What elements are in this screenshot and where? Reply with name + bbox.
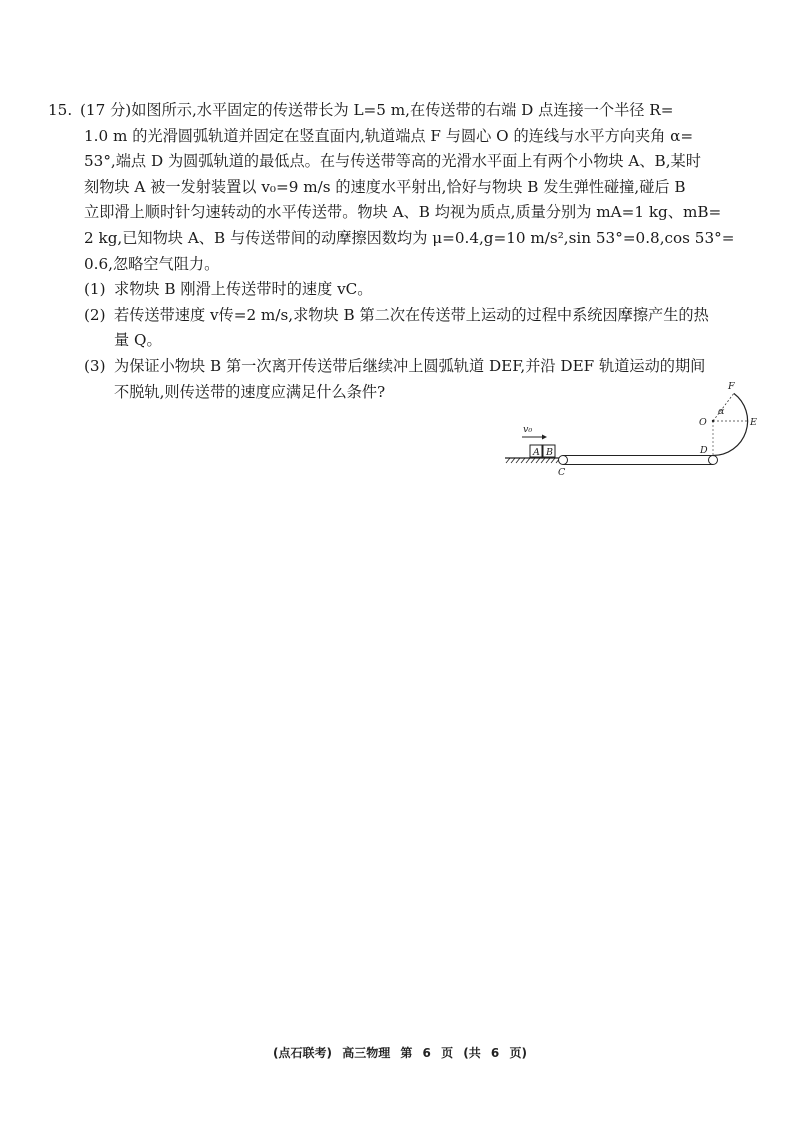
problem-line-3: 53°,端点 D 为圆弧轨道的最低点。在与传送带等高的光滑水平面上有两个小物块 A、B,某时 (84, 152, 701, 171)
part-1-line-1: 求物块 B 刚滑上传送带时的速度 vC。 (114, 280, 373, 299)
arc-track (713, 393, 748, 455)
label-e: E (750, 417, 757, 428)
label-c: C (558, 467, 566, 478)
label-v0: v₀ (523, 424, 533, 435)
part-2-line-1: 若传送带速度 v传=2 m/s,求物块 B 第二次在传送带上运动的过程中系统因摩擦产生的热 (114, 305, 709, 324)
left-roller (559, 456, 568, 465)
problem-number: 15. (48, 101, 73, 119)
question-part-1 (48, 277, 760, 303)
problem-line-4: 刻物块 A 被一发射装置以 v₀=9 m/s 的速度水平射出,恰好与物块 B 发生弹性碰撞,碰后 B (84, 177, 686, 196)
center-o-dot (712, 420, 714, 422)
label-o: O (699, 417, 707, 428)
label-d: D (700, 445, 708, 456)
part-tag-2: (2) (84, 305, 106, 324)
label-alpha: α (718, 406, 725, 417)
question-part-2 (48, 303, 760, 354)
part-tag-1: (1) (84, 280, 106, 299)
problem-15 (48, 98, 760, 405)
problem-line-5: 立即滑上顺时针匀速转动的水平传送带。物块 A、B 均视为质点,质量分别为 mA=1 kg、mB= (84, 203, 722, 222)
part-tag-3: (3) (84, 356, 106, 375)
velocity-arrowhead-icon (542, 435, 547, 440)
problem-line-2: 1.0 m 的光滑圆弧轨道并固定在竖直面内,轨道端点 F 与圆心 O 的连线与水平方向夹角 α= (84, 126, 694, 145)
part-3-line-1: 为保证小物块 B 第一次离开传送带后继续冲上圆弧轨道 DEF,并沿 DEF 轨道运动的期间 (114, 356, 706, 375)
ground-hatch (506, 458, 560, 463)
diagram-svg (500, 378, 770, 488)
conveyor-diagram (500, 378, 770, 488)
part-3-line-2: 不脱轨,则传送带的速度应满足什么条件? (114, 382, 386, 401)
part-2-line-2: 量 Q。 (114, 331, 162, 350)
label-f: F (728, 381, 735, 392)
right-roller (709, 456, 718, 465)
label-b: B (546, 447, 553, 458)
label-a: A (533, 447, 540, 458)
page-footer: (点石联考) 高三物理 第 6 页 (共 6 页) (273, 1046, 527, 1060)
problem-line-1: 15. (17 分)如图所示,水平固定的传送带长为 L=5 m,在传送带的右端 D 点连接一个半径 R= (48, 98, 760, 124)
problem-line-7: 0.6,忽略空气阻力。 (84, 254, 220, 273)
problem-line-6: 2 kg,已知物块 A、B 与传送带间的动摩擦因数均为 μ=0.4,g=10 m/s²,sin 53°=0.8,cos 53°= (84, 228, 735, 247)
